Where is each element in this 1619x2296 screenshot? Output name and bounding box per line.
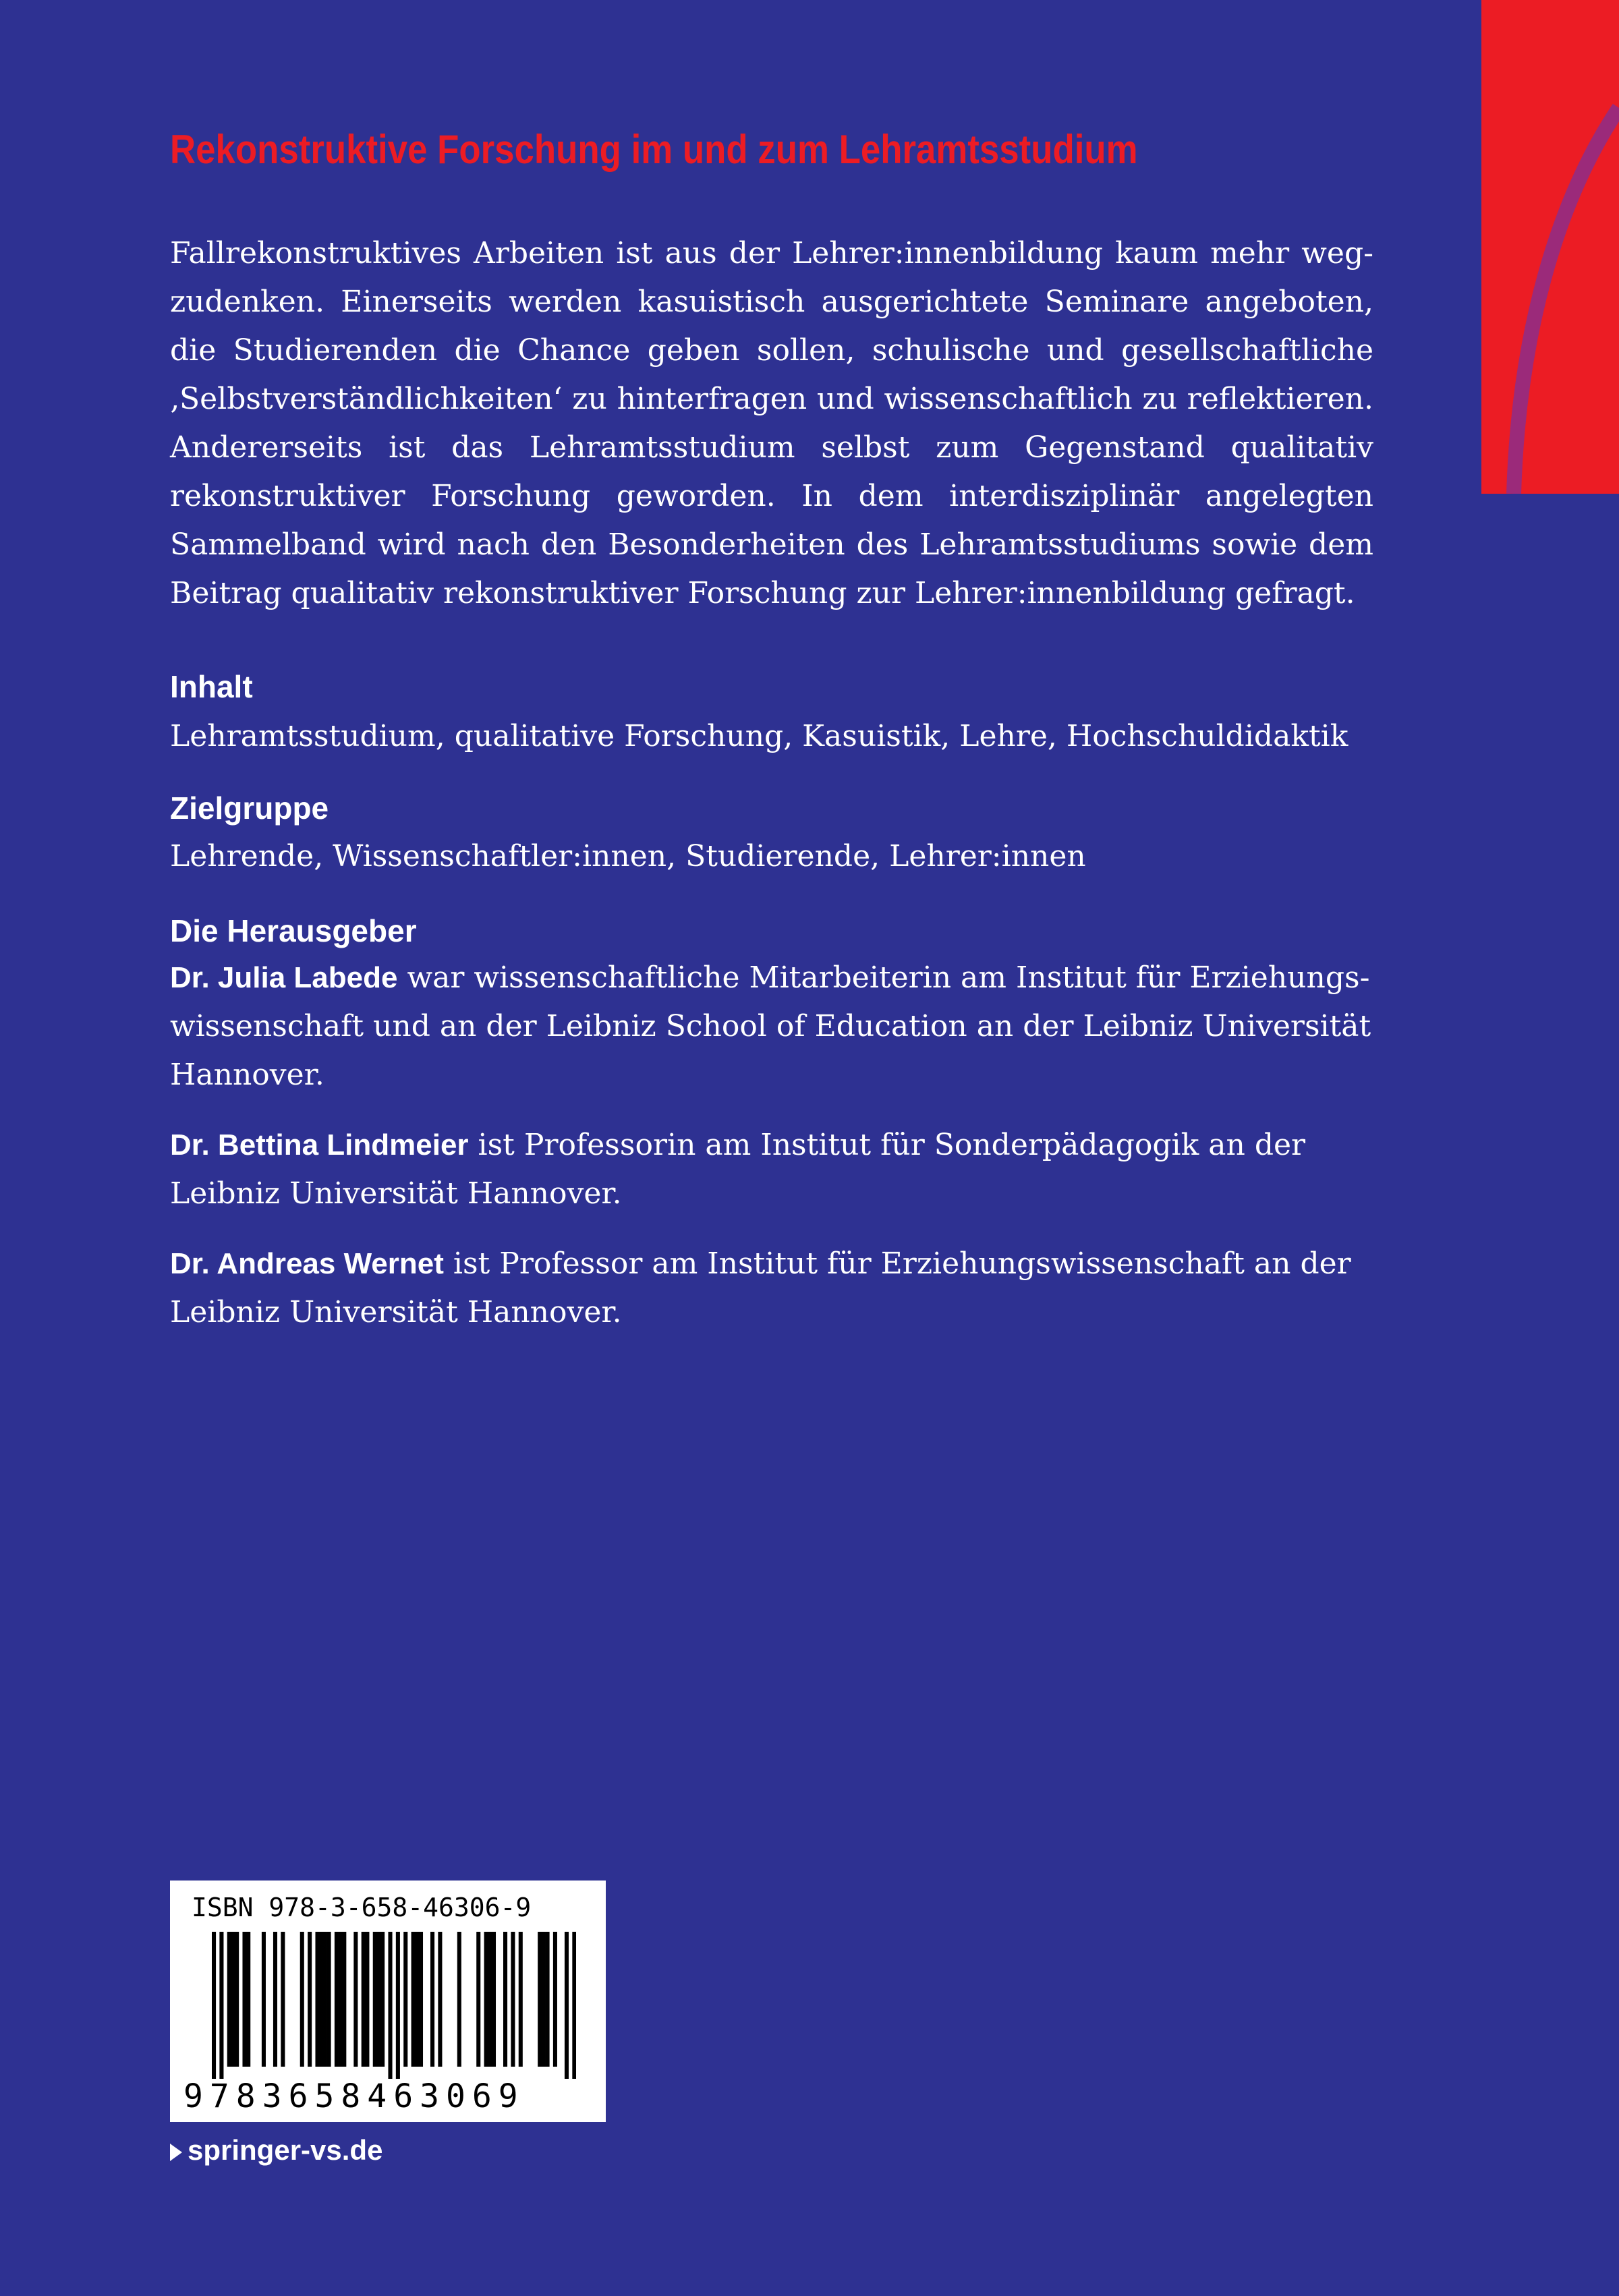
barcode-bar — [300, 1932, 304, 2067]
barcode-bar — [538, 1932, 542, 2067]
zielgruppe-text: Lehrende, Wissenschaftler:innen, Studierende, Lehrer:innen — [170, 839, 1086, 873]
barcode-bar — [219, 1932, 223, 2079]
barcode-bar — [212, 1932, 216, 2079]
barcode-bar — [519, 1932, 523, 2067]
barcode-bar — [319, 1932, 323, 2067]
isbn-barcode — [170, 1881, 606, 2122]
barcode-bar — [403, 1932, 407, 2067]
barcode-bar — [457, 1932, 461, 2067]
barcode-bar — [396, 1932, 400, 2079]
barcode-bar — [246, 1932, 250, 2067]
barcode-bar — [362, 1932, 366, 2067]
barcode-bar — [546, 1932, 550, 2067]
barcode-bar — [273, 1932, 277, 2067]
isbn-label: ISBN 978-3-658-46306-9 — [192, 1893, 532, 1922]
barcode-bar — [419, 1932, 423, 2067]
editor-description: ist Professor am Institut für Erziehungswissenschaft an der Leibniz Universität Hannover. — [170, 1246, 1351, 1329]
barcode-bar — [380, 1932, 385, 2067]
barcode-bar — [492, 1932, 496, 2067]
barcode-bar — [353, 1932, 358, 2067]
book-title: Rekonstruktive Forschung im und zum Lehramtsstudium — [170, 127, 1138, 172]
barcode-bar — [335, 1932, 339, 2067]
editor-bio-labede — [170, 954, 1373, 1099]
barcode-bar — [565, 1932, 569, 2079]
editor-description: war wissenschaftliche Mitarbeiterin am Institut für Erziehungswissenschaft und an der Leibniz School of Education an der Leibniz Universität Hannover. — [170, 960, 1371, 1092]
website-link[interactable] — [170, 2131, 382, 2169]
barcode-bar — [308, 1932, 312, 2067]
barcode-bar — [388, 1932, 392, 2079]
barcode-bar — [242, 1932, 246, 2067]
ean-digits: 9783658463069 — [183, 2077, 525, 2115]
barcode-bar — [542, 1932, 546, 2067]
barcode-bar — [323, 1932, 327, 2067]
barcode-bar — [503, 1932, 507, 2067]
barcode-bar — [476, 1932, 480, 2067]
barcode-bar — [484, 1932, 488, 2067]
barcode-bar — [376, 1932, 380, 2067]
herausgeber-heading: Die Herausgeber — [170, 913, 417, 948]
barcode-bar — [438, 1932, 442, 2067]
barcode-bar — [511, 1932, 515, 2067]
barcode-bar — [231, 1932, 235, 2067]
inhalt-text: Lehramtsstudium, qualitative Forschung, Kasuistik, Lehre, Hochschuldidaktik — [170, 719, 1348, 753]
decorative-stripe — [1481, 0, 1619, 494]
editor-name: Dr. Andreas Wernet — [170, 1247, 444, 1280]
abstract-text: Fallrekonstruktives Arbeiten ist aus der Lehrer:innenbildung kaum mehr wegzudenken. Einerseits werden kasuistisch ausgerichtete Seminare angeboten, die Studierenden die Chance geben sollen, schulische und gesellschaftliche ‚Selbstverständlichkeiten‘ zu hinterfragen und wissenschaftlich zu reflektieren. Andererseits ist das Lehramtsstudium selbst zum Gegenstand qualitativ rekonstruktiver Forschung geworden. In dem interdisziplinär angelegten Sammelband wird nach den Besonderheiten des Lehramtsstudiums sowie dem Beitrag qualitativ rekonstruktiver Forschung zur Lehrer:innenbildung gefragt. — [170, 236, 1373, 610]
barcode-bar — [315, 1932, 319, 2067]
inhalt-heading: Inhalt — [170, 669, 253, 704]
arrow-right-icon — [170, 2144, 182, 2161]
barcode-bar — [553, 1932, 557, 2067]
barcode-bar — [339, 1932, 343, 2067]
barcode-bar — [488, 1932, 492, 2067]
editor-bio-wernet — [170, 1240, 1373, 1337]
barcode-bar — [572, 1932, 576, 2079]
barcode-bars — [212, 1932, 576, 2079]
barcode-bar — [430, 1932, 434, 2067]
barcode-bar — [327, 1932, 331, 2067]
editor-name: Dr. Bettina Lindmeier — [170, 1128, 469, 1161]
barcode-bar — [227, 1932, 231, 2067]
barcode-bar — [281, 1932, 285, 2067]
barcode-bar — [411, 1932, 416, 2067]
barcode-bar — [415, 1932, 419, 2067]
barcode-bar — [262, 1932, 266, 2067]
barcode-bar — [342, 1932, 346, 2067]
barcode-bar — [373, 1932, 377, 2067]
editor-name: Dr. Julia Labede — [170, 961, 398, 994]
editor-description: ist Professorin am Institut für Sonderpädagogik an der Leibniz Universität Hannover. — [170, 1128, 1306, 1211]
barcode-bar — [235, 1932, 239, 2067]
barcode-bar — [365, 1932, 369, 2067]
editor-bio-lindmeier — [170, 1121, 1373, 1218]
website-text: springer-vs.de — [188, 2134, 383, 2166]
zielgruppe-heading: Zielgruppe — [170, 791, 329, 826]
